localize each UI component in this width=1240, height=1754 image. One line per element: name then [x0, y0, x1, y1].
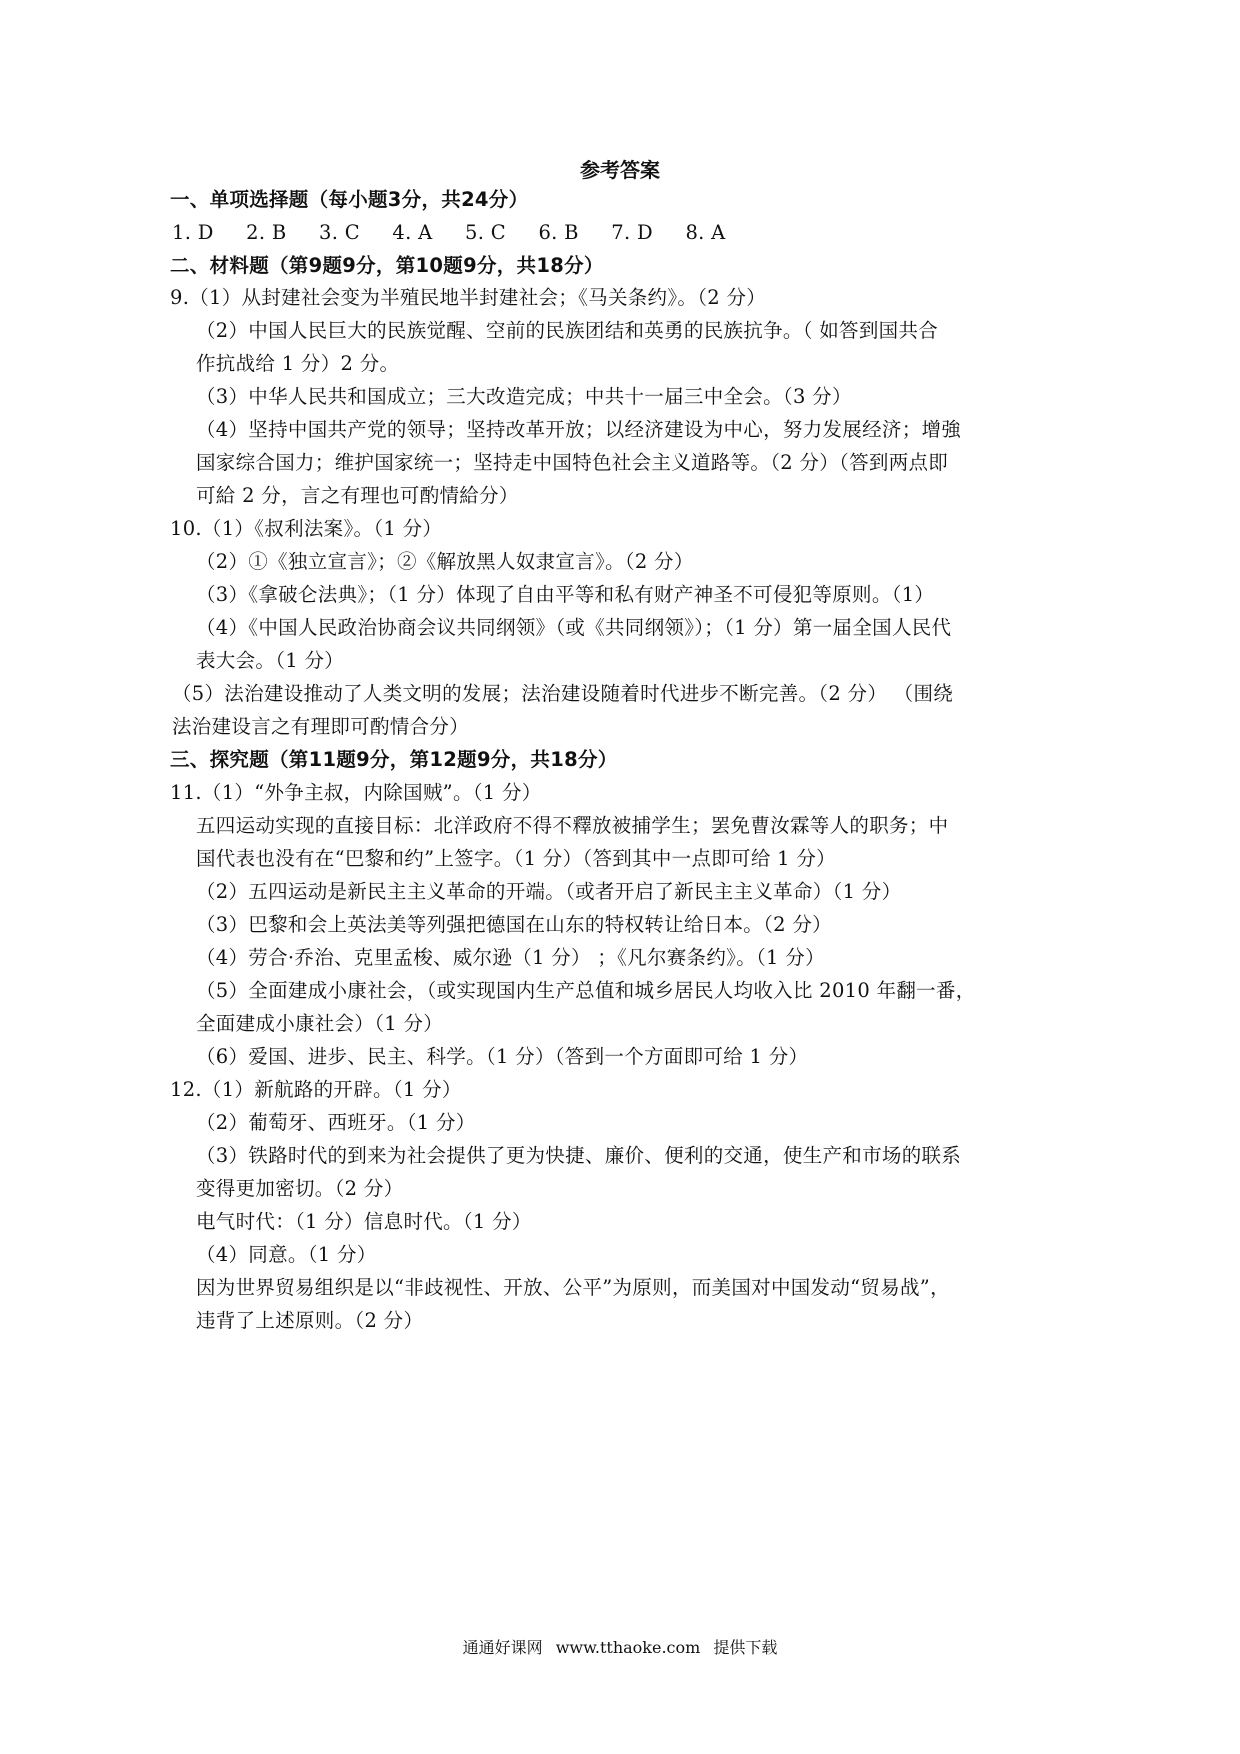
q12-line: 电气时代：（1 分）信息时代。（1 分）	[196, 1210, 532, 1233]
q11-line: （3）巴黎和会上英法美等列强把德国在山东的特权转让给日本。（2 分）	[196, 913, 832, 936]
q9-line: （2）中国人民巨大的民族觉醒、空前的民族团结和英勇的民族抗争。（ 如答到国共合	[196, 319, 939, 342]
q12-line: （4）同意。（1 分）	[196, 1243, 377, 1266]
q9-line: 可給 2 分，言之有理也可酌情給分）	[196, 484, 519, 507]
section2-heading: 二、材料题（第9题9分，第10题9分，共18分）	[170, 254, 604, 277]
mc-answer: 1. D	[172, 221, 214, 244]
mc-answer: 3. C	[318, 221, 360, 244]
multiple-choice-answers	[172, 220, 752, 246]
mc-answer: 7. D	[611, 221, 653, 244]
footer-brand: 通通好课网	[462, 1638, 543, 1657]
q11-line: 11.（1）“外争主叔，内除国贼”。（1 分）	[170, 781, 542, 804]
q9-line: （4）坚持中国共产党的领导；坚持改革开放；以经济建设为中心，努力发展经济；增強	[196, 418, 962, 441]
q10-line: 法治建设言之有理即可酌情合分）	[172, 715, 470, 738]
q9-line: （3）中华人民共和国成立；三大改造完成；中共十一届三中全会。（3 分）	[196, 385, 852, 408]
section1-heading: 一、单项选择题（每小题3分，共24分）	[170, 188, 529, 211]
mc-answer: 5. C	[465, 221, 506, 244]
q12-line: （2）葡萄牙、西班牙。（1 分）	[196, 1111, 476, 1134]
q11-line: 五四运动实现的直接目标：北洋政府不得不釋放被捕学生；罢免曹汝霖等人的职务；中	[196, 814, 949, 837]
q12-line: 12.（1）新航路的开辟。（1 分）	[170, 1078, 462, 1101]
page-footer	[0, 1635, 1240, 1658]
q10-line: （5）法治建设推动了人类文明的发展；法治建设随着时代进步不断完善。（2 分） （围绕	[172, 682, 954, 705]
q12-line: （3）铁路时代的到来为社会提供了更为快捷、廉价、便利的交通，使生产和市场的联系	[196, 1144, 962, 1167]
q12-line: 因为世界贸易组织是以“非歧视性、开放、公平”为原则，而美国对中国发动“贸易战”，	[196, 1276, 950, 1299]
q9-line: 9.（1）从封建社会变为半殖民地半封建社会；《马关条约》。（2 分）	[170, 286, 767, 309]
footer-suffix: 提供下载	[713, 1638, 778, 1657]
q11-line: （4）劳合·乔治、克里孟梭、威尔逊（1 分） ；《凡尔赛条约》。（1 分）	[196, 946, 825, 969]
q9-line: 作抗战给 1 分）2 分。	[196, 352, 400, 375]
footer-url[interactable]: www.tthaoke.com	[555, 1638, 701, 1657]
page-title: 参考答案	[580, 158, 660, 182]
q10-line: 表大会。（1 分）	[196, 649, 345, 672]
q11-line: 全面建成小康社会）（1 分）	[196, 1012, 444, 1035]
q10-line: （4）《中国人民政治协商会议共同纲领》（或《共同纲领》）；（1 分）第一届全国人民代	[196, 616, 952, 639]
q12-line: 变得更加密切。（2 分）	[196, 1177, 404, 1200]
mc-answer: 4. A	[392, 221, 433, 244]
q10-line: （3）《拿破仑法典》；（1 分）体现了自由平等和私有财产神圣不可侵犯等原则。（1）	[196, 583, 935, 606]
q11-line: （5）全面建成小康社会，（或实现国内生产总值和城乡居民人均收入比 2010 年翻一番，	[196, 979, 976, 1002]
mc-answer: 6. B	[538, 221, 579, 244]
q9-line: 国家综合国力；维护国家统一；坚持走中国特色社会主义道路等。（2 分）（答到两点即	[196, 451, 949, 474]
q11-line: （2）五四运动是新民主主义革命的开端。（或者开启了新民主主义革命）（1 分）	[196, 880, 902, 903]
q11-line: （6）爱国、进步、民主、科学。（1 分）（答到一个方面即可给 1 分）	[196, 1045, 809, 1068]
section3-heading: 三、探究题（第11题9分，第12题9分，共18分）	[170, 748, 618, 771]
mc-answer: 8. A	[685, 221, 726, 244]
q10-line: 10.（1）《叔利法案》。（1 分）	[170, 517, 443, 540]
mc-answer: 2. B	[246, 221, 287, 244]
q11-line: 国代表也没有在“巴黎和约”上签字。（1 分）（答到其中一点即可给 1 分）	[196, 847, 836, 870]
q12-line: 违背了上述原则。（2 分）	[196, 1309, 424, 1332]
q10-line: （2）①《独立宣言》；②《解放黑人奴隶宣言》。（2 分）	[196, 550, 694, 573]
